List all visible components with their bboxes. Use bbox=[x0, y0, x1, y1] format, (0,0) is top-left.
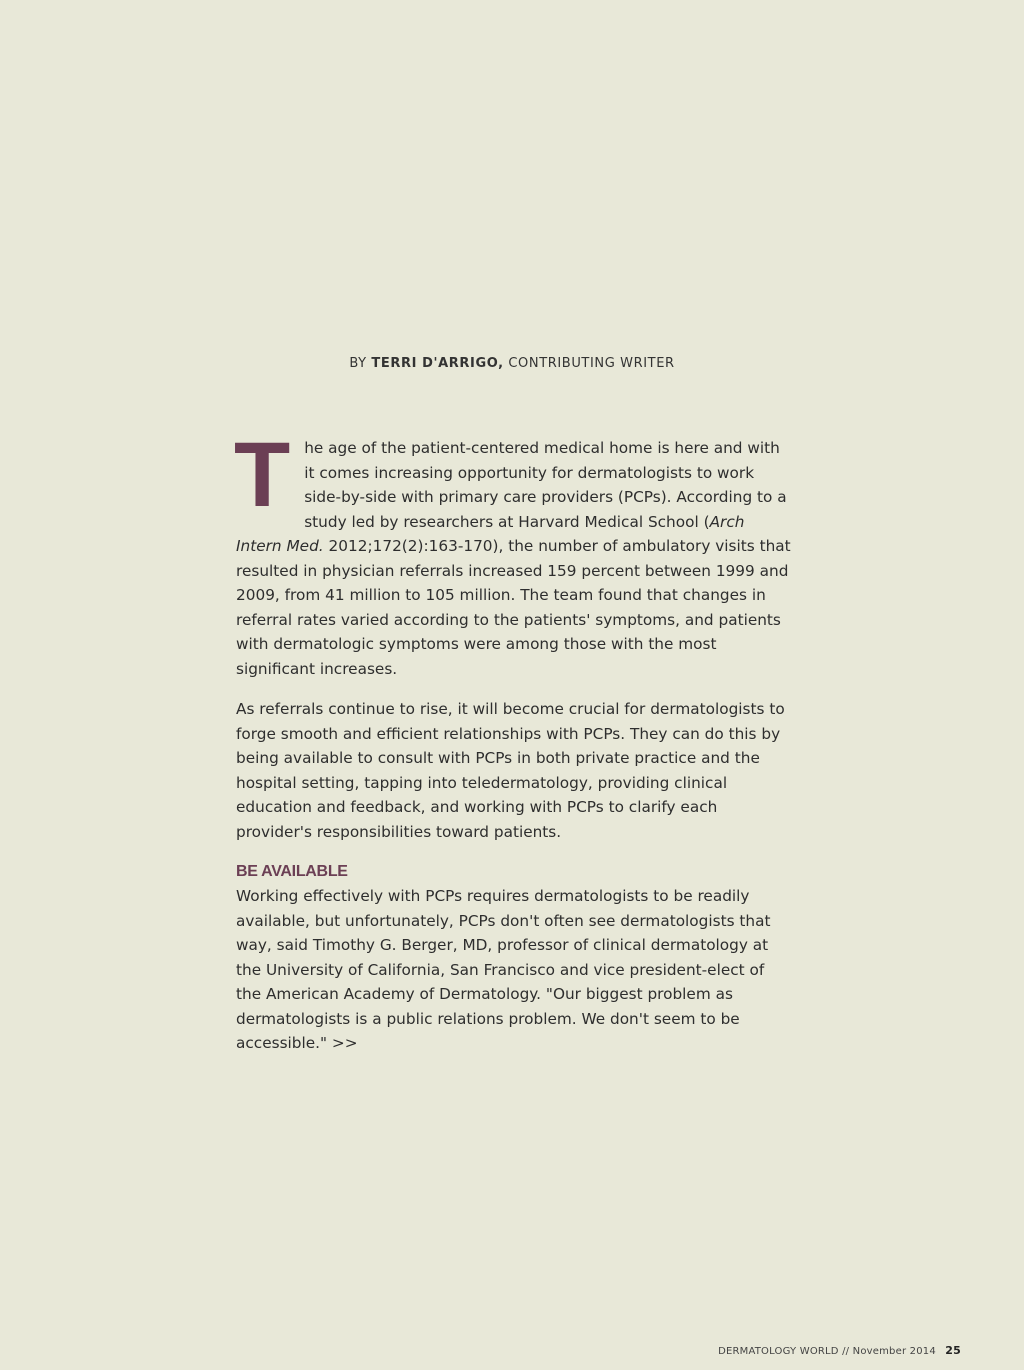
page-footer bbox=[718, 1344, 961, 1357]
byline-author: TERRI D'ARRIGO, bbox=[371, 356, 504, 371]
page-number: 25 bbox=[945, 1344, 961, 1357]
paragraph-1-text-a: he age of the patient-centered medical home is here and with it comes increasing opportunity for dermatologists to work side-by-side with primary care providers (PCPs). According to a study led by researchers at Harvard Medical School ( bbox=[304, 439, 787, 531]
paragraph-3: Working effectively with PCPs requires dermatologists to be readily available, but unfortunately, PCPs don't often see dermatologists that way, said Timothy G. Berger, MD, professor of clinical dermatology at the University of California, San Francisco and vice president-elect of the American Academy of Dermatology. "Our biggest problem as dermatologists is a public relations problem. We don't seem to be accessible." >> bbox=[236, 887, 771, 1052]
byline-prefix: BY bbox=[349, 356, 367, 371]
drop-cap: T bbox=[234, 424, 291, 526]
magazine-name: DERMATOLOGY WORLD bbox=[718, 1346, 839, 1357]
byline bbox=[0, 356, 1024, 371]
paragraph-1-text-b: 2012;172(2):163-170), the number of ambulatory visits that resulted in physician referrals increased 159 percent between 1999 and 2009, from 41 million to 105 million. The team found that changes in referral rates varied according to the patients' symptoms, and patients with dermatologic symptoms were among those with the most significant increases. bbox=[236, 537, 791, 678]
article-body bbox=[234, 424, 792, 1072]
paragraph-2: As referrals continue to rise, it will become crucial for dermatologists to forge smooth and efficient relationships with PCPs. They can do this by being available to consult with PCPs in both private practice and the hospital setting, tapping into teledermatology, providing clinical education and feedback, and working with PCPs to clarify each provider's responsibilities toward patients. bbox=[236, 700, 785, 841]
byline-role: CONTRIBUTING WRITER bbox=[508, 356, 675, 371]
section-heading: BE AVAILABLE bbox=[236, 863, 348, 880]
footer-separator: // bbox=[842, 1346, 850, 1357]
issue-date: November 2014 bbox=[852, 1346, 936, 1357]
citation: Arch Intern Med. bbox=[236, 512, 745, 555]
paragraph-1 bbox=[234, 424, 792, 681]
